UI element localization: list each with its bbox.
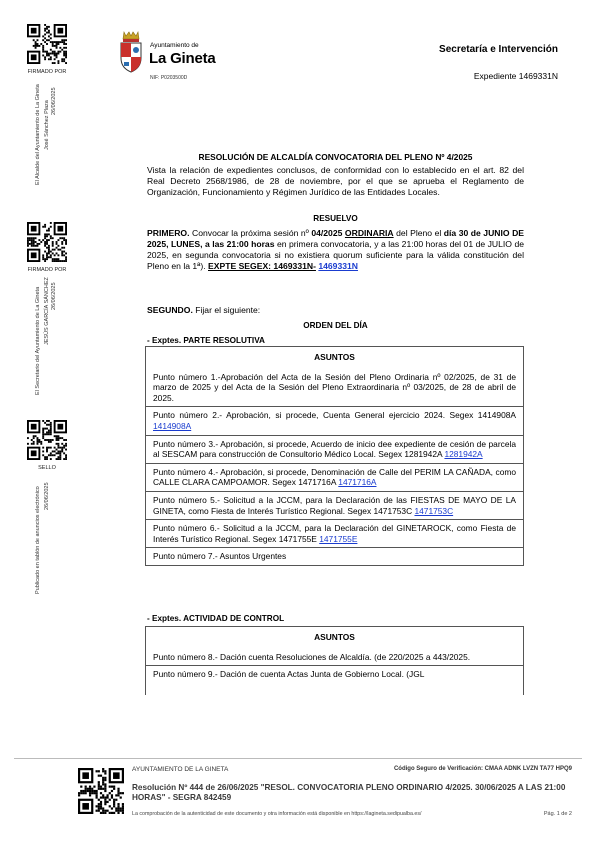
- qr-code-1: [27, 24, 67, 64]
- agenda-item-text: Punto número 1.-Aprobación del Acta de la Sesión del Pleno Ordinaria nº 02/2025, de 31 de marzo de 2025 y del Acta de la Sesión del Pleno Extraordinaria nº 03/2025, de 28 de abril de 2025.: [153, 371, 516, 403]
- segex-link[interactable]: 1471716A: [338, 477, 377, 488]
- segex-link[interactable]: 1471753C: [414, 505, 454, 516]
- agenda-item-text: Punto número 7.- Asuntos Urgentes: [153, 551, 287, 562]
- footer-divider: [14, 758, 582, 759]
- agenda-table-resolutiva: [145, 346, 524, 566]
- footer-organization: AYUNTAMIENTO DE LA GINETA: [132, 766, 229, 773]
- primero-paragraph: PRIMERO. Convocar la próxima sesión nº 04/2025 ORDINARIA del Pleno el día 30 de JUNIO DE 2025, LUNES, a las 21:00 horas en primera convocatoria, y a las 21:00 horas del 01 de JULIO de 2025, en segunda convocatoria si no existiera quorum suficiente para la válida constitución del Pleno en la 1ª). EXPTE SEGEX: 1469331N- 1469331N: [147, 228, 525, 271]
- footer-document-title: Resolución Nº 444 de 26/06/2025 "RESOL. CONVOCATORIA PLENO ORDINARIO 4/2025. 30/06/2025 A LAS 21:00 HORAS" - SEGRA 842459: [132, 783, 566, 802]
- sidebar-publication: Publicado en tablón de anuncios electrónico: [35, 486, 41, 594]
- table-header: ASUNTOS: [314, 352, 355, 362]
- section-parte-resolutiva: - Exptes. PARTE RESOLUTIVA: [147, 336, 265, 345]
- logo-small-text: Ayuntamiento de: [150, 42, 199, 49]
- segex-expediente-link[interactable]: 1469331N: [318, 261, 359, 271]
- agenda-item-text: Punto número 2.- Aprobación, si procede, Cuenta General ejercicio 2024. Segex 1414908A: [153, 410, 516, 421]
- agenda-item: [146, 435, 523, 463]
- footer-page-number: Pág. 1 de 2: [543, 811, 572, 817]
- footer-qr-code: [78, 768, 124, 814]
- agenda-item: [146, 649, 523, 666]
- sidebar-publication-date: 26/06/2025: [44, 482, 50, 510]
- segex-link[interactable]: 1281942A: [444, 449, 483, 460]
- agenda-item: [146, 519, 523, 547]
- sidebar-label-2: FIRMADO POR: [27, 267, 67, 273]
- footer: [0, 758, 595, 842]
- footer-csv: Código Seguro de Verificación: CMAA ADNK LVZN TA77 HPQ9: [393, 766, 572, 772]
- sidebar-signer-2-name: JESÚS GARCÍA SÁNCHEZ: [44, 277, 50, 345]
- department-title: Secretaría e Intervención: [439, 44, 558, 55]
- qr-code-3: [27, 420, 67, 460]
- agenda-item-text: Punto número 3.- Aprobación, si procede, Acuerdo de inicio dee expediente de cesión de parcela al SESCAM para construcción de Consultorio Médico Local. Segex 1281942A: [153, 438, 516, 460]
- segex-link[interactable]: 1414908A: [153, 420, 192, 431]
- sidebar-signer-1-date: 26/06/2025: [51, 87, 57, 115]
- sidebar-label-1: FIRMADO POR: [27, 69, 67, 75]
- agenda-table-control: [145, 626, 524, 695]
- sidebar-signer-1: El Alcalde del Ayuntamiento de La Gineta: [35, 84, 41, 185]
- resuelvo-heading: RESUELVO: [313, 214, 358, 223]
- agenda-item-text: Punto número 9.- Dación de cuenta Actas Junta de Gobierno Local. (JGL: [153, 669, 425, 680]
- segex-link[interactable]: 1471755E: [319, 533, 358, 544]
- agenda-item: [146, 406, 523, 434]
- table-header: ASUNTOS: [314, 632, 355, 642]
- footer-verification-note: La comprobación de la autenticidad de este documento y otra información está disponible en https://lagineta.sedipualba.es/: [132, 811, 422, 817]
- agenda-item: [146, 665, 523, 683]
- agenda-item: [146, 547, 523, 565]
- logo-title: La Gineta: [149, 50, 216, 67]
- orden-del-dia-heading: ORDEN DEL DÍA: [303, 321, 368, 330]
- agenda-item-text: Punto número 8.- Dación cuenta Resoluciones de Alcaldía. (de 220/2025 a 443/2025.: [153, 651, 471, 662]
- nif-text: NIF: P0203500D: [150, 75, 188, 81]
- agenda-item-text: Punto número 4.- Aprobación, si procede, Denominación de Calle del PERIM LA CAÑADA, como CALLE CLARA CAMPOAMOR. Segex 1471716A: [153, 466, 516, 488]
- coat-of-arms-logo: [117, 30, 145, 74]
- agenda-item: [146, 369, 523, 407]
- agenda-item-text: Punto número 6.- Solicitud a la JCCM, para la Declaración del GINETAROCK, como Fiesta de Interés Turístico Regional. Segex 1471755E: [153, 523, 516, 544]
- agenda-item: [146, 491, 523, 519]
- sidebar-signer-2: El Secretario del Ayuntamiento de La Gineta: [35, 286, 41, 395]
- section-actividad-control: - Exptes. ACTIVIDAD DE CONTROL: [147, 614, 285, 623]
- document-title: RESOLUCIÓN DE ALCALDÍA CONVOCATORIA DEL PLENO Nº 4/2025: [198, 152, 473, 162]
- sidebar-signer-2-date: 26/06/2025: [51, 282, 57, 310]
- segundo-paragraph: SEGUNDO. Fijar el siguiente:: [147, 305, 261, 315]
- intro-paragraph: Vista la relación de expedientes conclusos, de conformidad con lo establecido en el art. 82 del Real Decreto 2568/1986, de 28 de noviembre, por el que se aprueba el Reglamento de Organización, Funcionamiento y Régimen Jurídico de las Entidades Locales.: [147, 165, 524, 197]
- qr-code-2: [27, 222, 67, 262]
- agenda-item: [146, 463, 523, 491]
- sidebar-label-3: SELLO: [38, 465, 56, 471]
- sidebar-signer-1-name: José Sánchez Plaza: [44, 100, 50, 150]
- expediente-number: Expediente 1469331N: [473, 71, 558, 81]
- agenda-item-text: Punto número 5.- Solicitud a la JCCM, para la Declaración de las FIESTAS DE MAYO DE LA GINETA, como Fiesta de Interés Turístico Regional. Segex 1471753C: [153, 494, 516, 516]
